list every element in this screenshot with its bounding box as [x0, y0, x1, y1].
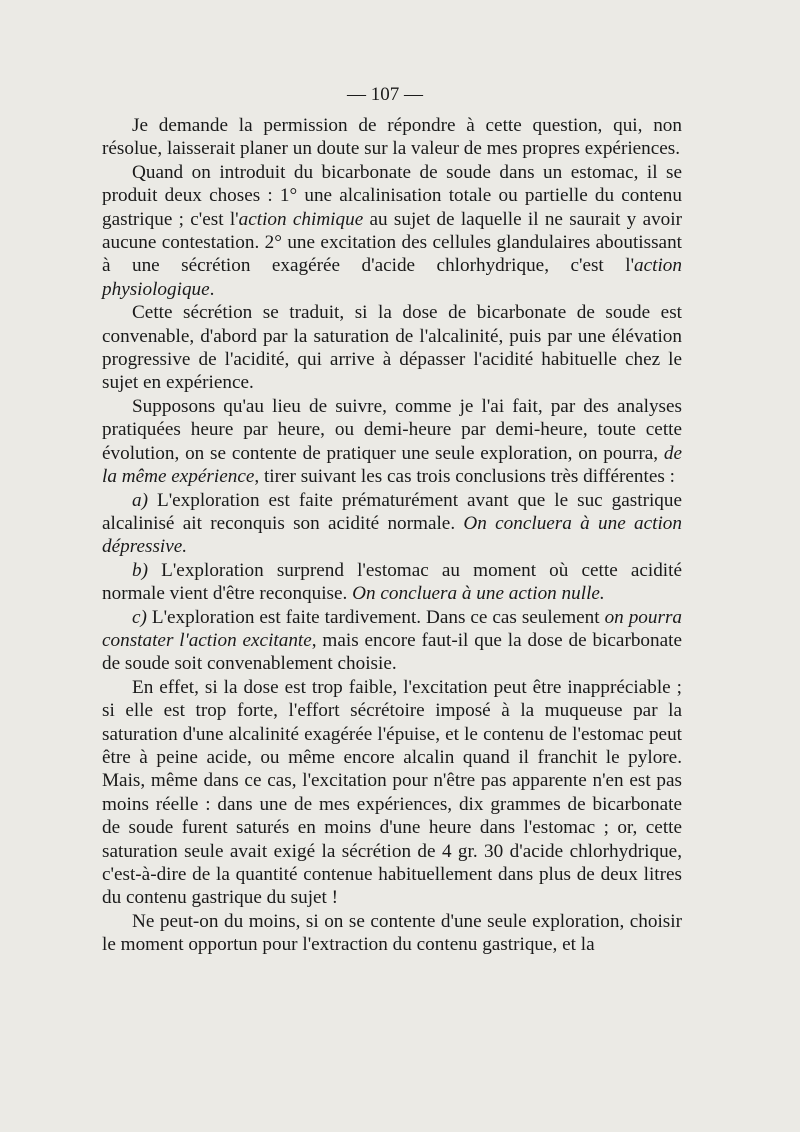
item-label: b) — [132, 559, 148, 581]
italic-run: action physiologique — [102, 255, 682, 300]
italic-run: action chimique — [238, 208, 364, 230]
text-run: . — [209, 278, 215, 300]
item-label: a) — [132, 489, 148, 511]
text-run: , tirer suivant les cas trois conclusions très différentes : — [254, 466, 675, 488]
paragraph-3: Cette sécrétion se traduit, si la dose de bicarbonate de soude est convenable, d'abord par la saturation de l'alcalinité, puis par une élévation progressive de l'acidité, qui arrive à dépasser l'acidité habituelle chez le sujet en expérience. — [102, 302, 682, 394]
paragraph-5 — [102, 489, 682, 559]
text-run: L'exploration est faite prématurément avant que le suc gastrique alcalinisé ait reconquis son acidité normale. — [102, 489, 682, 534]
italic-run: On concluera à une action dépressive. — [102, 512, 682, 558]
text-run: Quand on introduit du bicarbonate de soude dans un estomac, il se produit deux choses : 1° une alcalinisation totale ou partielle du contenu gastrique ; c'est l' — [102, 161, 682, 230]
italic-run: On concluera à une action nulle. — [352, 583, 605, 605]
paragraph-1: Je demande la permission de répondre à cette question, qui, non résolue, laisserait planer un doute sur la valeur de mes propres expériences. — [102, 115, 682, 160]
paragraph-4 — [102, 395, 682, 489]
page-number: — 107 — — [347, 84, 423, 105]
paragraph-7 — [102, 606, 682, 676]
paragraph-2 — [102, 161, 682, 301]
text-run: , mais encore faut-il que la dose de bicarbonate de soude soit convenablement choisie. — [102, 629, 682, 675]
paragraph-6 — [102, 559, 682, 606]
italic-run: de la même expérience — [102, 442, 682, 488]
text-run: L'exploration est faite tardivement. Dans ce cas seulement — [146, 606, 605, 628]
body-text — [102, 114, 682, 957]
item-label: c) — [132, 606, 147, 628]
text-run: au sujet de laquelle il ne saurait y avoir aucune contestation. 2° une excitation des cellules glandulaires aboutissant à une sécrétion exagérée d'acide chlorhydrique, c'est l' — [102, 208, 682, 277]
text-run: Supposons qu'au lieu de suivre, comme je l'ai fait, par des analyses pratiquées heure par heure, ou demi-heure par demi-heure, toute cette évolution, on se contente de pratiquer une seule exploration, on pourra, — [102, 395, 682, 464]
text-run: L'exploration surprend l'estomac au moment où cette acidité normale vient d'être reconquise. — [102, 559, 682, 605]
paragraph-9: Ne peut-on du moins, si on se contente d'une seule exploration, choisir le moment opportun pour l'extraction du contenu gastrique, et la — [102, 910, 682, 956]
italic-run: on pourra constater l'action excitante — [102, 606, 683, 651]
paragraph-8: En effet, si la dose est trop faible, l'excitation peut être inappréciable ; si elle est trop forte, l'effort sécrétoire imposé à la muqueuse par la saturation d'une alcalinité exagérée l'épuise, et le contenu de l'estomac peut être à peine acide, ou même encore alcalin quand il franchit le pylore. Mais, même dans ce cas, l'excitation pour n'être pas apparente n'en est pas moins réelle : dans une de mes expériences, dix grammes de bicarbonate de soude furent saturés en moins d'une heure dans l'estomac ; or, cette saturation seule avait exigé la sécrétion de 4 gr. 30 d'acide chlorhydrique, c'est-à-dire de la quantité contenue habituellement dans plus de deux litres du contenu gastrique du sujet ! — [102, 676, 682, 909]
